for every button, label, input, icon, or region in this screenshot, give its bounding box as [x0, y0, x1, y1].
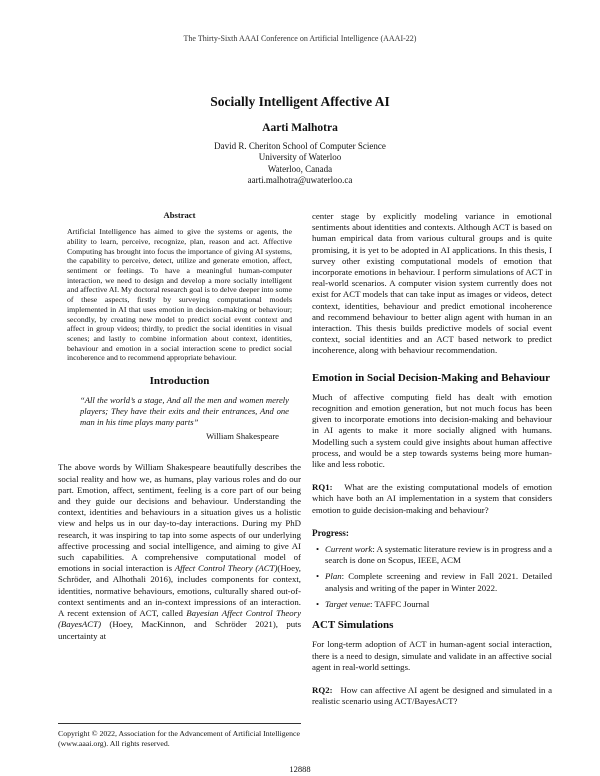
affiliation	[0, 141, 600, 187]
rq2-text: How can affective AI agent be designed and simulated in a realistic scenario using ACT/BayesACT?	[312, 684, 552, 707]
intro-text-part3: (Hoey, MacKinnon, and Schröder 2021), puts uncertainty at	[58, 619, 301, 641]
conference-header: The Thirty-Sixth AAAI Conference on Artificial Intelligence (AAAI-22)	[183, 34, 417, 43]
emotion-section-heading: Emotion in Social Decision-Making and Behaviour	[312, 371, 551, 384]
rq2-label: RQ2:	[312, 684, 333, 695]
act-section-text: For long-term adoption of ACT in human-agent social interaction, there is a need to design, simulate and validate in an affective social agent in real-world settings.	[312, 639, 552, 672]
rq1-text: What are the existing computational models of emotion which have both an AI implementation in a system that considers emotion to guide decision-making and behaviour?	[312, 482, 552, 515]
research-question-2	[312, 685, 552, 707]
affiliation-school: David R. Cheriton School of Computer Science	[214, 141, 386, 151]
act-section-heading: ACT Simulations	[312, 619, 394, 632]
intro-text-part2: (Hoey, Schröder, and Alhothali 2016), includes components for context, identities, normative behaviours, emotions, culturally shared out-of-context sentiments and an in-context impressions of an interaction. A recent extension of ACT, called	[58, 563, 302, 619]
progress-item-text: : Complete screening and review in Fall 2021. Detailed analysis and writing of the paper in Winter 2022.	[325, 571, 552, 593]
act-term: Affect Control Theory (ACT)	[174, 563, 278, 574]
list-item	[325, 571, 552, 593]
list-item	[325, 544, 552, 566]
progress-item-label: Plan	[325, 571, 342, 582]
shakespeare-quote: “All the world’s a stage, And all the men and women merely players; They have their exits and their entrances, And one man in his time plays many parts”	[80, 395, 289, 428]
author-name: Aarti Malhotra	[262, 122, 338, 134]
progress-item-label: Target venue	[325, 598, 371, 609]
progress-list	[312, 544, 552, 610]
progress-item-text: : TAFFC Journal	[370, 598, 430, 609]
paper-title: Socially Intelligent Affective AI	[210, 94, 390, 109]
rq1-label: RQ1:	[312, 482, 333, 493]
right-column	[312, 211, 552, 707]
introduction-paragraph	[58, 462, 301, 641]
introduction-continued: center stage by explicitly modeling variance in emotional sentiments about identities and contexts. Although ACT is based on human empirical data from various cultural groups and is quite promising, it is yet to be adopted in AI applications. In this thesis, I survey other existing computational models of emotion that incorporate emotions in behaviour. I perform simulations of ACT in real-world scenarios. A computer vision system currently does not exist for ACT models that can take input as images or videos, detect context, identities, behaviour and predict emotional incoherence and recommend behaviour to better align agent with human in an interaction. This thesis builds predictive models of social event context, social identities and an ACT based network to predict incoherence, along with behaviour recommendation.	[312, 211, 552, 356]
list-item	[325, 599, 552, 610]
bayesact-term: Bayesian Affect Control Theory (BayesACT)	[58, 608, 301, 630]
progress-item-label: Current work	[325, 544, 373, 555]
abstract-text: Artificial Intelligence has aimed to give the systems or agents, the ability to learn, perceive, recognize, plan, reason and act. Affective Computing has brought into focus the importance of giving AI systems, the capability to perceive, detect, utilize and generate emotion, affect, sentiment or feelings. To have a meaningful human-computer interaction, we need to design and develop a more socially intelligent and affective AI. My doctoral research goal is to delve deeper into some of these aspects, firstly by surveying computational models implemented in AI that uses emotion in decision-making or behaviour; secondly, by creating new model to predict social event context and affect in group videos; thirdly, to predict the social identities in visual scenes; and lastly to combine information about context, identities, behaviour and emotion in a social interaction scene to predict social incoherence and to recommend appropriate behaviour.	[67, 227, 292, 363]
author-email[interactable]: aarti.malhotra@uwaterloo.ca	[247, 175, 353, 186]
introduction-heading: Introduction	[149, 375, 210, 388]
progress-heading: Progress:	[312, 527, 349, 538]
copyright-notice: Copyright © 2022, Association for the Advancement of Artificial Intelligence (www.aaai.org). All rights reserved.	[58, 723, 301, 748]
left-column	[58, 210, 301, 642]
affiliation-university: University of Waterloo	[258, 152, 342, 163]
progress-item-text: : A systematic literature review is in progress and a search is done on Scopus, IEEE, ACM	[325, 544, 552, 566]
research-question-1	[312, 482, 552, 516]
emotion-section-text: Much of affective computing field has dealt with emotion recognition and emotion generation, but not much focus has been given to incorporate emotions into decision-making and behaviour in AI agents to make it more socially aligned with humans. Modelling such a system could give insights about human affective process, and would be a step towards systems being more human-like and less robotic.	[312, 391, 552, 470]
abstract-heading: Abstract	[163, 210, 196, 220]
page-number: 12888	[289, 764, 311, 774]
intro-text-part1: The above words by William Shakespeare beautifully describes the social reality and how we, as humans, play various roles and do our part. Emotion, affect, sentiment, feeling is a core part of our being and they guide our decisions and behaviour. Understanding the context, identities and behaviours in a situation gives us a holistic view and helps us in our day-to-day interactions. During my PhD research, it was inspiring to tap into some aspects of our underlying affective processing and social intelligence, and aiming to give AI such capabilities. A comprehensive computational model of emotions in social interaction is	[58, 462, 301, 574]
quote-attribution: William Shakespeare	[206, 431, 279, 442]
affiliation-location: Waterloo, Canada	[267, 163, 333, 174]
